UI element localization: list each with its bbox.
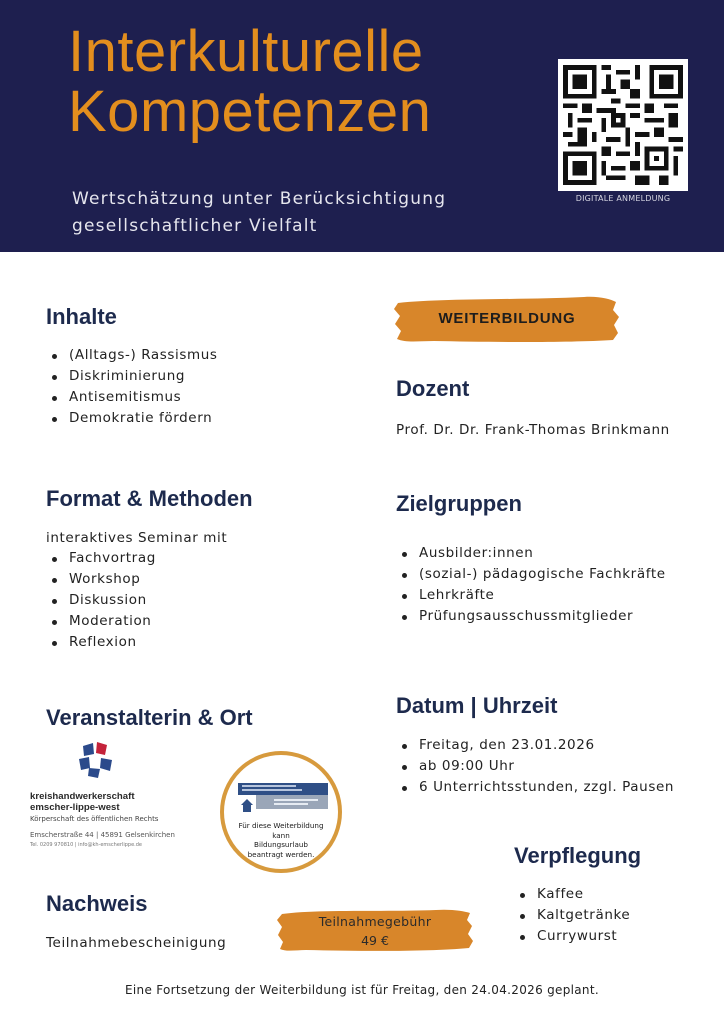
verpflegung-heading: Verpflegung: [514, 843, 642, 868]
list-item: Antisemitismus: [46, 387, 218, 408]
list-item: Diskriminierung: [46, 366, 218, 387]
list-item: Workshop: [46, 569, 156, 590]
datum-heading: Datum | Uhrzeit: [396, 693, 558, 718]
title-line-2: Kompetenzen: [68, 79, 432, 144]
inhalte-heading: Inhalte: [46, 304, 117, 329]
zielgruppen-list: [396, 543, 666, 627]
list-item: Diskussion: [46, 590, 156, 611]
seal-line-3: Bildungsurlaub: [254, 840, 308, 849]
seal-line-1: Für diese Weiterbildung: [238, 821, 324, 830]
nachweis-text: Teilnahmebescheinigung: [46, 935, 227, 951]
subtitle-line-1: Wertschätzung unter Berücksichtigung: [72, 189, 447, 209]
seal-line-2: kann: [272, 830, 290, 840]
format-intro: interaktives Seminar mit: [46, 530, 228, 546]
format-list: [46, 548, 156, 653]
list-item: Lehrkräfte: [396, 585, 666, 606]
zielgruppen-heading: Zielgruppen: [396, 491, 522, 516]
weiterbildung-badge: [394, 293, 620, 345]
page-subtitle: [72, 186, 542, 240]
list-item: Ausbilder:innen: [396, 543, 666, 564]
list-item: Prüfungsausschussmitglieder: [396, 606, 666, 627]
list-item: Kaltgetränke: [514, 905, 630, 926]
organizer-name-line-1: kreishandwerkerschaft: [30, 791, 135, 802]
fee-badge: [276, 906, 474, 954]
list-item: Demokratie fördern: [46, 408, 218, 429]
list-item: (sozial-) pädagogische Fachkräfte: [396, 564, 666, 585]
badge-label: WEITERBILDUNG: [438, 310, 576, 327]
organizer-name-line-2: emscher-lippe-west: [30, 802, 120, 813]
fee-value: 49 €: [361, 933, 389, 948]
header-banner: [0, 0, 724, 252]
fee-label: Teilnahmegebühr: [318, 914, 432, 929]
list-item: Moderation: [46, 611, 156, 632]
list-item: Currywurst: [514, 926, 630, 947]
organizer-contact: Tel. 0209 970810 | info@kh-emscherlippe.de: [30, 842, 143, 848]
organizer-subtitle: Körperschaft des öffentlichen Rechts: [30, 815, 159, 823]
organizer-name: [30, 791, 170, 813]
verpflegung-list: [514, 884, 630, 947]
veranstalterin-heading: Veranstalterin & Ort: [46, 705, 253, 730]
title-line-1: Interkulturelle: [68, 19, 424, 84]
seal-text: [232, 821, 330, 859]
qr-code[interactable]: [558, 59, 688, 191]
nachweis-heading: Nachweis: [46, 891, 148, 916]
dozent-heading: Dozent: [396, 376, 470, 401]
list-item: Reflexion: [46, 632, 156, 653]
list-item: Fachvortrag: [46, 548, 156, 569]
seal-line-4: beantragt werden.: [247, 849, 315, 859]
list-item: 6 Unterrichtsstunden, zzgl. Pausen: [396, 777, 674, 798]
format-heading: Format & Methoden: [46, 486, 253, 511]
footer-note: Eine Fortsetzung der Weiterbildung ist für Freitag, den 24.04.2026 geplant.: [125, 983, 599, 997]
organizer-address: Emscherstraße 44 | 45891 Gelsenkirchen: [30, 831, 175, 839]
seal-banner-icon: [238, 783, 328, 815]
qr-code-icon: [563, 64, 683, 186]
dozent-name: Prof. Dr. Dr. Frank-Thomas Brinkmann: [396, 422, 670, 438]
inhalte-list: [46, 345, 218, 429]
list-item: Kaffee: [514, 884, 630, 905]
organizer-logo: [30, 737, 175, 853]
datum-list: [396, 735, 674, 798]
subtitle-line-2: gesellschaftlicher Vielfalt: [72, 216, 318, 236]
list-item: Freitag, den 23.01.2026: [396, 735, 674, 756]
list-item: (Alltags-) Rassismus: [46, 345, 218, 366]
hexagon-logo-icon: [74, 737, 118, 781]
page-title: [68, 19, 528, 144]
qr-caption: DIGITALE ANMELDUNG: [575, 194, 671, 203]
bildungsurlaub-seal: [220, 751, 342, 873]
list-item: ab 09:00 Uhr: [396, 756, 674, 777]
